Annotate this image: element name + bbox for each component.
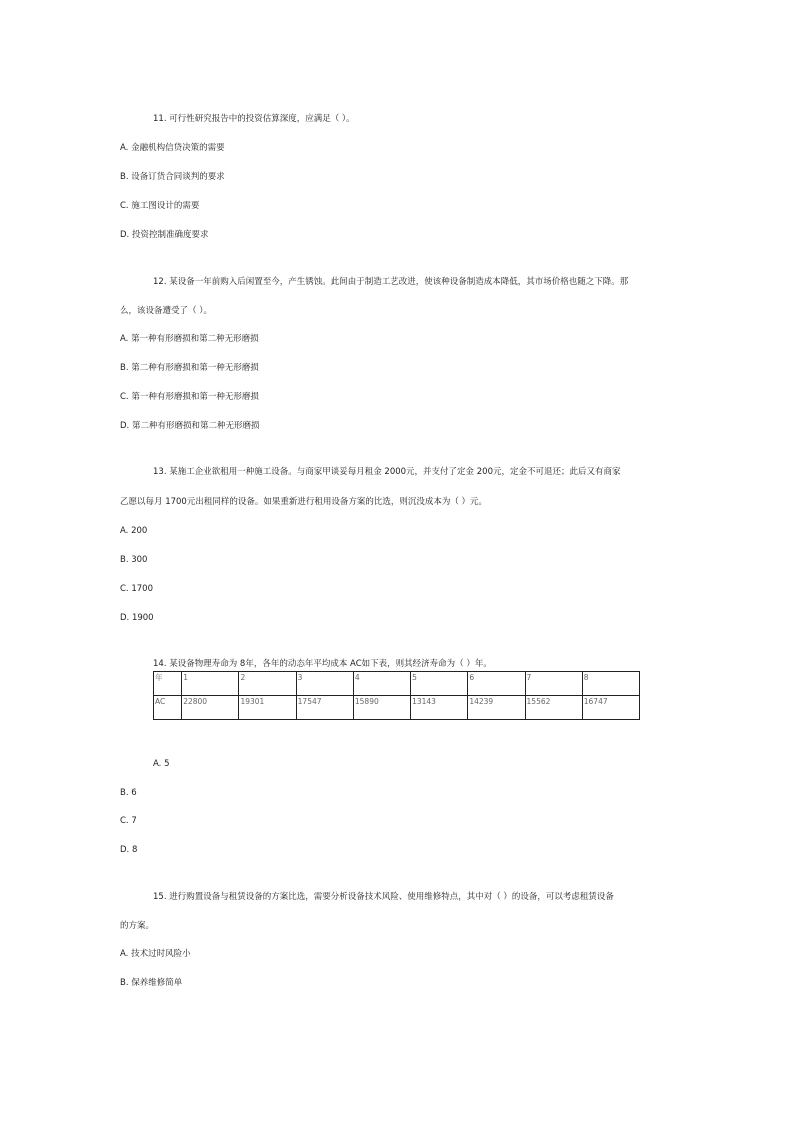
question-13-option-a[interactable]: A. 200 [120, 526, 148, 536]
question-12-option-c[interactable]: C. 第一种有形磨损和第一种无形磨损 [120, 392, 259, 402]
table-cell: 5 [411, 672, 468, 696]
question-15-stem-line2: 的方案。 [120, 921, 155, 931]
question-13-stem-line2: 乙愿以每月 1700元出租同样的设备。如果重新进行租用设备方案的比选，则沉没成本为（ ）元。 [120, 497, 488, 507]
table-cell: 3 [296, 672, 353, 696]
question-11-option-c[interactable]: C. 施工图设计的需要 [120, 201, 200, 211]
table-cell: 15562 [525, 696, 582, 720]
question-12-option-d[interactable]: D. 第二种有形磨损和第二种无形磨损 [120, 421, 260, 431]
table-cell: 16747 [582, 696, 639, 720]
question-14-option-c[interactable]: C. 7 [120, 816, 137, 826]
table-cell: 8 [582, 672, 639, 696]
question-11-option-d[interactable]: D. 投资控制准确度要求 [120, 230, 209, 240]
question-15-option-a[interactable]: A. 技术过时风险小 [120, 949, 191, 959]
table-cell: 17547 [296, 696, 353, 720]
table-cell: 4 [353, 672, 410, 696]
question-12-option-a[interactable]: A. 第一种有形磨损和第二种无形磨损 [120, 334, 259, 344]
question-15-option-b[interactable]: B. 保养维修简单 [120, 978, 183, 988]
table-cell: 6 [468, 672, 525, 696]
question-14-option-a[interactable]: A. 5 [153, 759, 170, 769]
table-cell: 年 [154, 672, 182, 696]
question-12-option-b[interactable]: B. 第二种有形磨损和第一种无形磨损 [120, 363, 259, 373]
table-cell: 7 [525, 672, 582, 696]
table-cell: 1 [182, 672, 239, 696]
table-cell: AC [154, 696, 182, 720]
question-11-option-b[interactable]: B. 设备订货合同谈判的要求 [120, 172, 225, 182]
table-cell: 14239 [468, 696, 525, 720]
question-14-option-b[interactable]: B. 6 [120, 788, 137, 798]
table-cell: 13143 [411, 696, 468, 720]
table-row-ac [154, 696, 640, 720]
table-cell: 2 [239, 672, 296, 696]
table-cell: 19301 [239, 696, 296, 720]
table-cell: 15890 [353, 696, 410, 720]
question-13-option-d[interactable]: D. 1900 [120, 613, 154, 623]
ac-cost-table [153, 671, 640, 720]
table-row-year [154, 672, 640, 696]
question-13-stem-line1: 13. 某施工企业欲租用一种施工设备。与商家甲谈妥每月租金 2000元，并支付了定金 200元，定金不可退还；此后又有商家 [153, 467, 621, 477]
table-cell: 22800 [182, 696, 239, 720]
question-13-option-c[interactable]: C. 1700 [120, 584, 153, 594]
question-14-option-d[interactable]: D. 8 [120, 845, 138, 855]
question-11-stem: 11. 可行性研究报告中的投资估算深度，应满足（ ）。 [153, 114, 355, 124]
question-14-stem: 14. 某设备物理寿命为 8年，各年的动态年平均成本 AC如下表，则其经济寿命为（ ）年。 [153, 659, 492, 669]
question-11-option-a[interactable]: A. 金融机构信贷决策的需要 [120, 143, 225, 153]
question-15-stem-line1: 15. 进行购置设备与租赁设备的方案比选，需要分析设备技术风险、使用维修特点，其中对（ ）的设备，可以考虑租赁设备 [153, 892, 614, 902]
question-13-option-b[interactable]: B. 300 [120, 555, 148, 565]
question-12-stem-line1: 12. 某设备一年前购入后闲置至今，产生锈蚀。此间由于制造工艺改进，使该种设备制造成本降低，其市场价格也随之下降。那 [153, 277, 629, 287]
question-12-stem-line2: 么，该设备遭受了（ ）。 [120, 306, 212, 316]
